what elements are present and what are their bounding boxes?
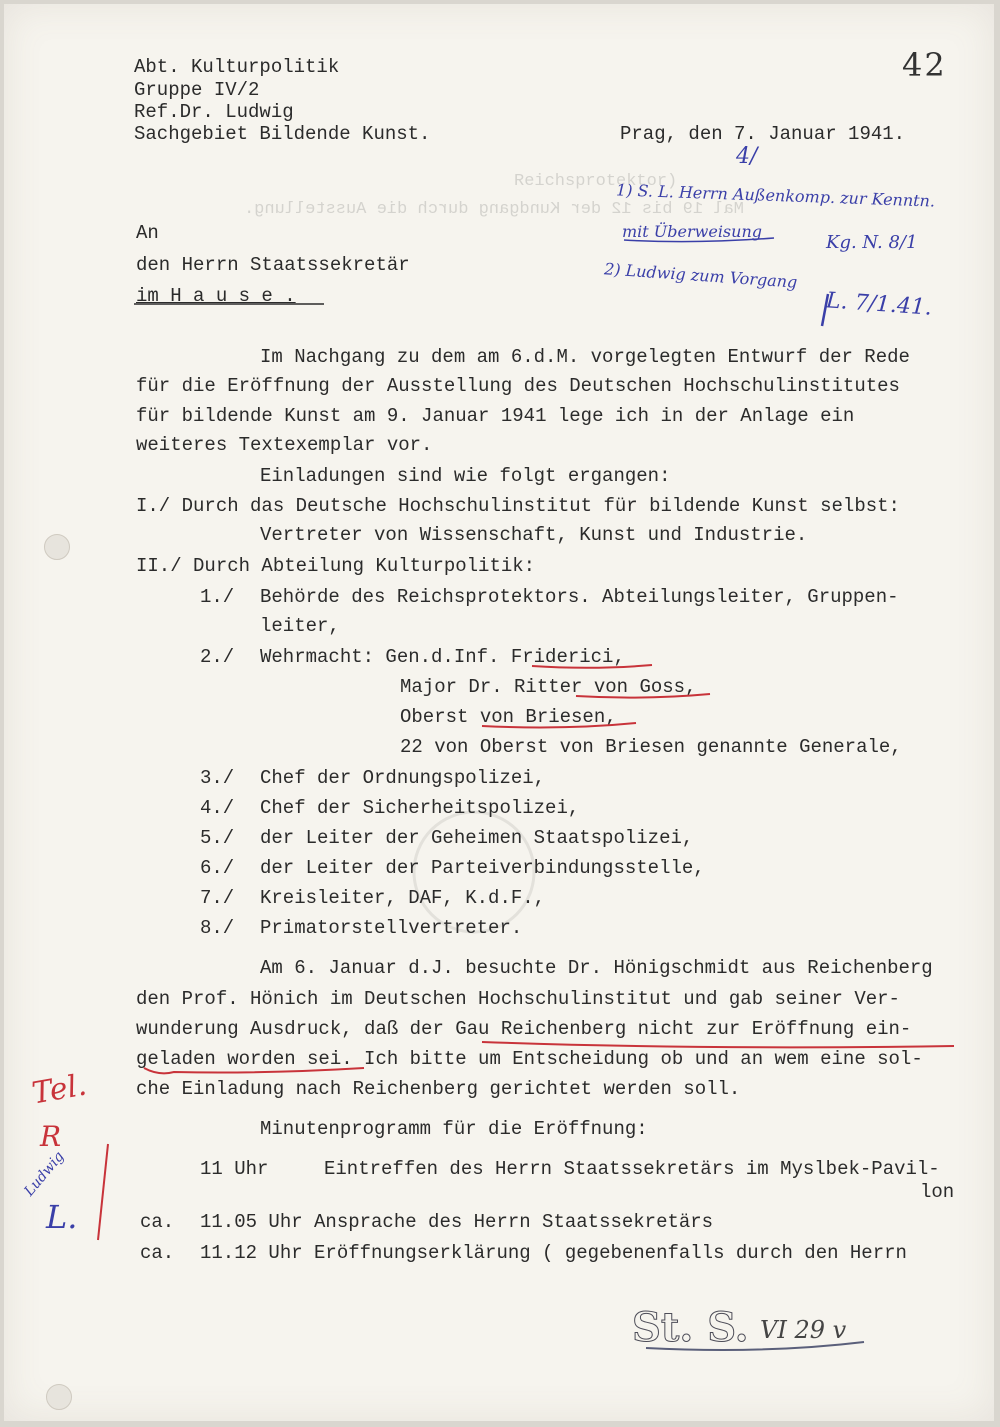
- list-number: 1./: [200, 586, 235, 608]
- list-item: der Leiter der Parteiverbindungsstelle,: [260, 857, 705, 879]
- body-text: I./ Durch das Deutsche Hochschulinstitut für bildende Kunst selbst:: [136, 495, 900, 517]
- program-time: 11 Uhr: [200, 1158, 269, 1180]
- sender-line: Abt. Kulturpolitik: [134, 56, 340, 78]
- list-item: leiter,: [260, 615, 340, 637]
- sender-line: Sachgebiet Bildende Kunst.: [134, 123, 431, 145]
- body-text: II./ Durch Abteilung Kulturpolitik:: [136, 555, 536, 577]
- registry-stamp: St. S.: [632, 1304, 749, 1351]
- body-text: Vertreter von Wissenschaft, Kunst und Industrie.: [260, 524, 808, 546]
- stamp-underline: [646, 1342, 864, 1350]
- handwritten-note: 1) S. L. Herrn Außenkomp. zur Kenntn.: [615, 180, 936, 211]
- red-stroke: [98, 1144, 108, 1240]
- program-item: Eintreffen des Herrn Staatssekretärs im Myslbek-Pavil-: [324, 1158, 940, 1180]
- red-underline: [576, 694, 710, 698]
- sender-line: Gruppe IV/2: [134, 79, 260, 101]
- body-text: weiteres Textexemplar vor.: [136, 434, 433, 456]
- ghost-text: Mal 19 bis 12 der Kundgang durch die Ausstellung.: [244, 200, 744, 219]
- blue-underline: [624, 238, 774, 242]
- body-text: Minutenprogramm für die Eröffnung:: [260, 1118, 648, 1140]
- body-text: Einladungen sind wie folgt ergangen:: [260, 465, 671, 487]
- list-number: 5./: [200, 827, 235, 849]
- program-ca: ca.: [140, 1242, 175, 1264]
- recipient-line: im H a u s e .: [136, 285, 296, 307]
- registry-number: VI 29 v: [760, 1316, 847, 1344]
- program-ca: ca.: [140, 1211, 175, 1233]
- margin-note-red: R: [40, 1120, 62, 1153]
- body-text: für bildende Kunst am 9. Januar 1941 lege ich in der Anlage ein: [136, 405, 855, 427]
- margin-note-blue: L.: [46, 1198, 78, 1236]
- handwritten-note: 2) Ludwig zum Vorgang: [603, 259, 798, 292]
- list-number: 2./: [200, 646, 235, 668]
- ghost-text: Reichsprotektor): [514, 172, 678, 191]
- sender-line: Ref.Dr. Ludwig: [134, 101, 294, 123]
- list-item: Oberst von Briesen,: [400, 706, 617, 728]
- list-item: 22 von Oberst von Briesen genannte Generale,: [400, 736, 902, 758]
- document-page: [4, 4, 994, 1421]
- list-item: Chef der Sicherheitspolizei,: [260, 797, 580, 819]
- margin-note-red: Tel.: [29, 1067, 90, 1112]
- page-number: 42: [902, 46, 947, 84]
- date-line: Prag, den 7. Januar 1941.: [620, 123, 906, 145]
- handwritten-note: mit Überweisung: [622, 222, 762, 241]
- red-underline: [482, 723, 636, 727]
- list-item: der Leiter der Geheimen Staatspolizei,: [260, 827, 694, 849]
- body-text: geladen worden sei. Ich bitte um Entscheidung ob und an wem eine sol-: [136, 1048, 923, 1070]
- blue-stroke: [822, 294, 828, 326]
- recipient-line: An: [136, 222, 159, 244]
- list-number: 4./: [200, 797, 235, 819]
- list-number: 6./: [200, 857, 235, 879]
- pencil-marks: [4, 4, 994, 1421]
- list-item: Chef der Ordnungspolizei,: [260, 767, 546, 789]
- program-item: lon: [920, 1181, 955, 1203]
- handwritten-note: 4/: [736, 144, 758, 169]
- list-item: Wehrmacht: Gen.d.Inf. Friderici,: [260, 646, 625, 668]
- body-text: Im Nachgang zu dem am 6.d.M. vorgelegten Entwurf der Rede: [260, 346, 910, 368]
- body-text: den Prof. Hönich im Deutschen Hochschulinstitut und gab seiner Ver-: [136, 988, 900, 1010]
- program-item: 11.12 Uhr Eröffnungserklärung ( gegebenenfalls durch den Herrn: [200, 1242, 907, 1264]
- body-text: für die Eröffnung der Ausstellung des Deutschen Hochschulinstitutes: [136, 375, 900, 397]
- faint-seal: [414, 812, 534, 932]
- list-number: 7./: [200, 887, 235, 909]
- list-item: Major Dr. Ritter von Goss,: [400, 676, 697, 698]
- body-text: wunderung Ausdruck, daß der Gau Reichenberg nicht zur Eröffnung ein-: [136, 1018, 912, 1040]
- list-item: Kreisleiter, DAF, K.d.F.,: [260, 887, 546, 909]
- handwritten-note: L. 7/1.41.: [825, 288, 933, 321]
- red-underline: [144, 1068, 364, 1073]
- list-item: Behörde des Reichsprotektors. Abteilungsleiter, Gruppen-: [260, 586, 899, 608]
- recipient-line: den Herrn Staatssekretär: [136, 254, 410, 276]
- handwritten-note: Kg. N. 8/1: [826, 232, 918, 253]
- program-item: 11.05 Uhr Ansprache des Herrn Staatssekretärs: [200, 1211, 714, 1233]
- body-text: che Einladung nach Reichenberg gerichtet werden soll.: [136, 1078, 741, 1100]
- red-underline: [532, 665, 652, 668]
- red-underline: [482, 1042, 954, 1047]
- list-number: 8./: [200, 917, 235, 939]
- margin-note-blue: Ludwig: [21, 1148, 68, 1200]
- body-text: Am 6. Januar d.J. besuchte Dr. Hönigschmidt aus Reichenberg: [260, 957, 933, 979]
- list-number: 3./: [200, 767, 235, 789]
- list-item: Primatorstellvertreter.: [260, 917, 523, 939]
